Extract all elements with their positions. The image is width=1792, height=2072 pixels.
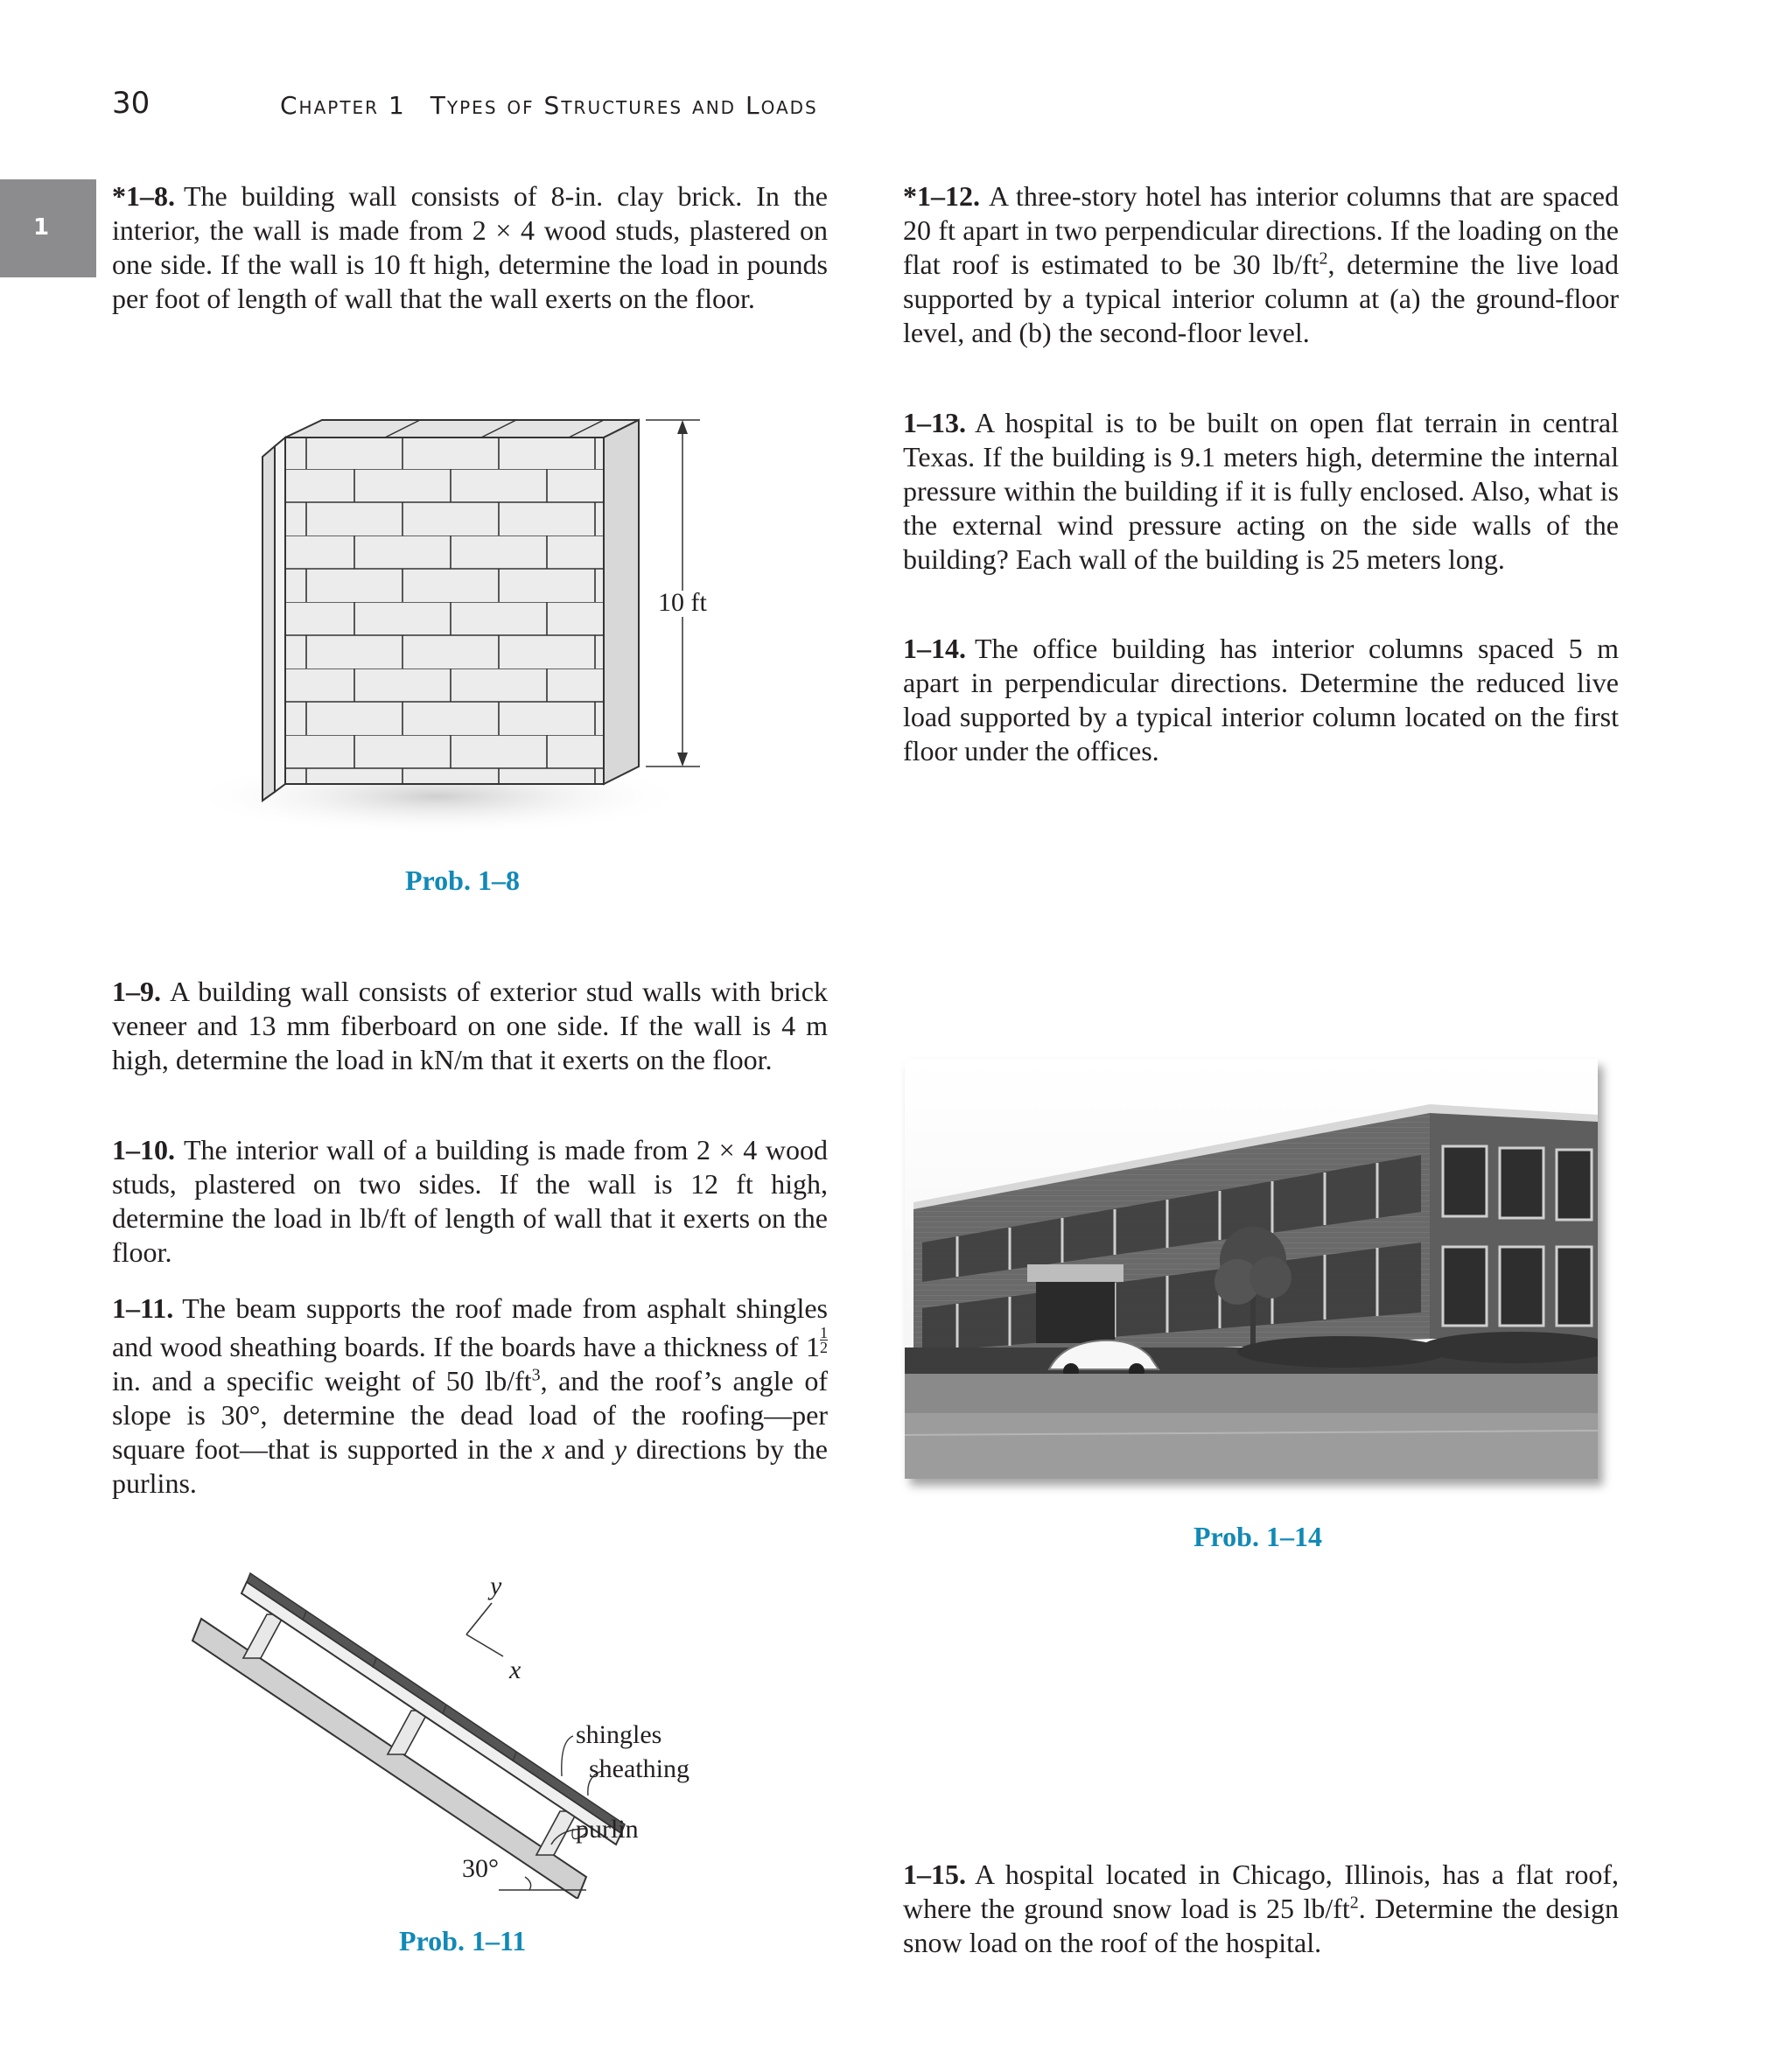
problem-text-b: . Determine the design snow load on the roof of the hospital.: [903, 1893, 1620, 1958]
label-shingles: shingles: [576, 1720, 662, 1749]
axis-y-label: y: [490, 1572, 502, 1600]
problem-1-12: [903, 179, 1619, 350]
label-purlin: purlin: [576, 1815, 639, 1844]
problem-text-b: , determine the live load supported by a typical interior column at (a) the ground-floor level, and (b) the second-floor level.: [903, 248, 1620, 348]
problem-text-a: A three-story hotel has interior columns that are spaced 20 ft apart in two perpendicular directions. If the loading on the flat roof is estimated to be 30 lb/ft: [903, 180, 1619, 280]
chapter-label: Chapter 1: [280, 91, 406, 120]
problem-text: A hospital is to be built on open flat terrain in central Texas. If the building is 9.1 meters high, determine the internal pressure within the building if it is fully enclosed. Also, what is the external wind pressure acting on the side walls of the building? Each wall of the building is 25 meters long.: [903, 407, 1619, 575]
caption-prob-1-11: Prob. 1–11: [399, 1925, 527, 1956]
var-x: x: [542, 1433, 555, 1465]
caption-prob-1-8: Prob. 1–8: [405, 864, 520, 896]
problem-text-a: A hospital located in Chicago, Illinois, has a flat roof, where the ground snow load is 25 lb/ft: [903, 1858, 1619, 1924]
wall-height-label: 10 ft: [658, 588, 707, 617]
problem-text-c: , and the roof’s angle of slope is 30°, determine the dead load of the roofing—per square foot—that is supported in the: [112, 1365, 829, 1465]
fraction-numerator: 1: [820, 1324, 828, 1341]
problem-text: The office building has interior columns spaced 5 m apart in perpendicular directions. Determine the reduced live load supported by a typical interior column located on the first floor under the offices.: [903, 633, 1619, 766]
problem-1-10: [112, 1133, 828, 1270]
problem-text-b: in. and a specific weight of 50 lb/ft: [112, 1365, 532, 1396]
problem-1-8: [112, 179, 828, 316]
problem-number: *1–12.: [903, 180, 980, 212]
roof-section-figure: [175, 1566, 770, 1899]
exponent: 2: [1349, 1893, 1359, 1913]
exponent: 3: [531, 1365, 541, 1385]
chapter-heading: [280, 91, 818, 120]
problem-1-15: [903, 1858, 1619, 1960]
problem-number: 1–13.: [903, 407, 966, 438]
chapter-title: Types of Structures and Loads: [430, 91, 818, 120]
problem-1-14: [903, 632, 1619, 768]
label-angle: 30°: [462, 1854, 499, 1883]
office-building-photo: [905, 1059, 1598, 1479]
problem-1-13: [903, 406, 1619, 577]
var-y: y: [613, 1433, 627, 1465]
problem-number: 1–15.: [903, 1858, 966, 1890]
fraction: [820, 1326, 828, 1354]
problem-1-11: [112, 1292, 828, 1501]
exponent: 2: [1319, 248, 1328, 269]
problem-text: The interior wall of a building is made from 2 × 4 wood studs, plastered on two sides. If the wall is 12 ft high, determine the load in lb/ft of length of wall that it exerts on the floor.: [112, 1134, 828, 1268]
problem-text-d: and: [554, 1433, 614, 1465]
problem-text: The building wall consists of 8-in. clay brick. In the interior, the wall is made from 2 × 4 wood studs, plastered on one side. If the wall is 10 ft high, determine the load in pounds per foot of length of wall that the wall exerts on the floor.: [112, 180, 828, 314]
problem-number: 1–10.: [112, 1134, 175, 1166]
problem-number: 1–11.: [112, 1292, 174, 1324]
label-sheathing: sheathing: [589, 1754, 690, 1783]
fraction-denominator: 2: [820, 1339, 828, 1356]
chapter-side-tab: [0, 179, 96, 277]
problem-1-9: [112, 975, 828, 1077]
page-number: 30: [112, 86, 150, 121]
problem-text: A building wall consists of exterior stud walls with brick veneer and 13 mm fiberboard on one side. If the wall is 4 m high, determine the load in kN/m that it exerts on the floor.: [112, 976, 828, 1075]
problem-text-e: directions by the purlins.: [112, 1433, 829, 1499]
problem-number: 1–9.: [112, 976, 161, 1007]
problem-text-a: The beam supports the roof made from asphalt shingles and wood sheathing boards. If the boards have a thickness of 1: [112, 1292, 828, 1362]
problem-number: *1–8.: [112, 180, 175, 212]
caption-prob-1-14: Prob. 1–14: [1194, 1521, 1322, 1552]
axis-x-label: x: [509, 1656, 522, 1684]
brick-wall-figure: [210, 402, 735, 840]
problem-number: 1–14.: [903, 633, 966, 664]
chapter-tab-number: 1: [33, 214, 50, 241]
